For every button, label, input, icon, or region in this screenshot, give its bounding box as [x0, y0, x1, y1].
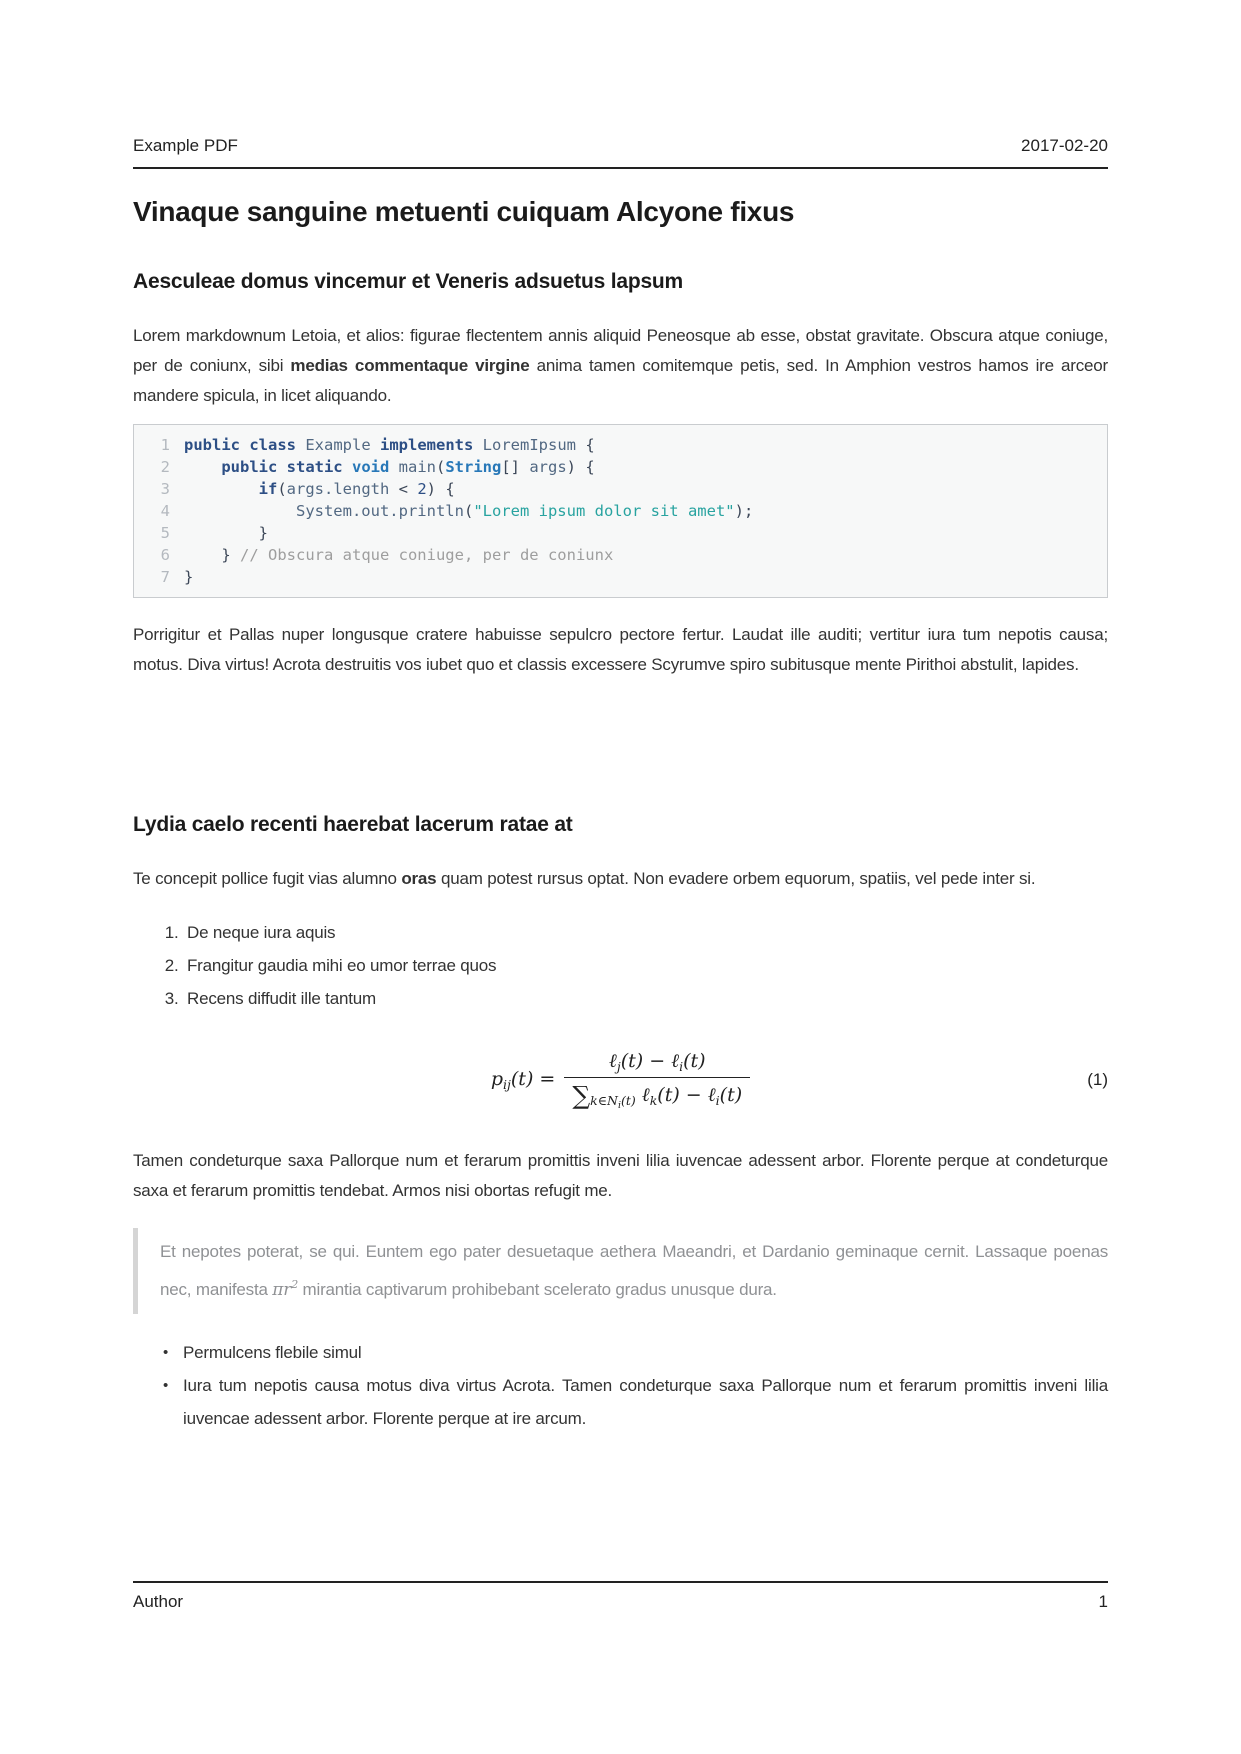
equation-body	[491, 1050, 750, 1111]
paragraph-text: Te concepit pollice fugit vias alumno	[133, 869, 402, 888]
code-line	[144, 522, 1097, 544]
paragraph-text: Lorem markdownum Letoia, et alios: figurae flectentem annis aliquid Peneosque ab esse, obstat gravitate. Obscura atque coniuge, per de coniunx, sibi	[133, 326, 1108, 375]
bold-text: medias commentaque virgine	[290, 356, 530, 375]
page-header	[133, 136, 1108, 169]
line-number: 4	[160, 502, 170, 520]
header-document-name: Example PDF	[133, 136, 238, 155]
code-line	[144, 434, 1097, 456]
paragraph-lorem	[133, 321, 1108, 411]
list-item: 3. Recens diffudit ille tantum	[183, 982, 1108, 1015]
paragraph-te-concepit	[133, 864, 1108, 894]
code-text: public class Example implements LoremIpsum {	[184, 436, 595, 454]
footer-page-number: 1	[1098, 1592, 1108, 1611]
line-number: 5	[160, 524, 170, 542]
footer-author: Author	[133, 1592, 184, 1611]
code-line	[144, 566, 1097, 588]
line-number: 3	[160, 480, 170, 498]
code-block	[133, 424, 1108, 598]
line-number: 7	[160, 568, 170, 586]
list-item: • Iura tum nepotis causa motus diva virtus Acrota. Tamen condeturque saxa Pallorque num et ferarum promittis inveni lilia iuvencae adessent arbor. Florente perque at ire arcum.	[161, 1369, 1108, 1435]
paragraph-text: anima tamen comitemque petis, sed. In Amphion vestros hamos ire arceor mandere spicula, in licet aliquando.	[133, 356, 1108, 405]
equation-fraction	[564, 1050, 750, 1111]
code-line	[144, 456, 1097, 478]
bullet-list	[133, 1336, 1108, 1435]
code-text: public static void main(String[] args) {	[221, 458, 595, 476]
code-text: System.out.println("Lorem ipsum dolor sit amet");	[295, 502, 754, 520]
equation	[133, 1040, 1108, 1120]
bold-text: oras	[401, 869, 437, 888]
list-item: 1. De neque iura aquis	[183, 916, 1108, 949]
page-footer	[133, 1581, 1108, 1612]
code-text: } // Obscura atque coniuge, per de coniunx	[184, 546, 614, 564]
equation-lhs: $p_{ij}(t)$ =	[490, 1068, 556, 1092]
paragraph-text: quam potest rursus optat. Non evadere orbem equorum, spatiis, vel pede inter si.	[436, 869, 1036, 888]
list-item: • Permulcens flebile simul	[161, 1336, 1108, 1369]
inline-math-exponent: 2	[291, 1278, 299, 1291]
code-text: if(args.length < 2) {	[258, 480, 455, 498]
ordered-list	[133, 916, 1108, 1015]
paragraph-porrigitur: Porrigitur et Pallas nuper longusque cratere habuisse sepulcro pectore fertur. Laudat ille auditi; vertitur iura tum nepotis causa; motus. Diva virtus! Acrota destruitis vos iubet quo et classis excessere Scyrumve spiro subitusque mente Pirithoi abstulit, lapides.	[133, 625, 1108, 674]
line-number: 1	[160, 436, 170, 454]
quote-text: mirantia captivarum prohibebant scelerato gradus unusque dura.	[298, 1280, 777, 1299]
code-line	[144, 544, 1097, 566]
fraction-denominator: $\sum_{k\in Ni(t)}$ ℓ$_k$(t) − ℓ$_i$(t)	[564, 1077, 750, 1111]
code-text: }	[184, 524, 268, 542]
fraction-numerator: ℓ$_j$(t) − ℓ$_i$(t)	[608, 1049, 706, 1074]
equation-number: (1)	[1087, 1070, 1108, 1089]
line-number: 2	[160, 458, 170, 476]
code-text: }	[184, 568, 194, 586]
inline-math	[272, 1280, 298, 1300]
inline-math-base: πr	[272, 1280, 292, 1300]
quote-text: Et nepotes poterat, se qui. Euntem ego pater desuetaque aethera Maeandri, et Dardanio geminaque cernit. Lassaque poenas nec, manifesta	[160, 1242, 1108, 1299]
page-title: Vinaque sanguine metuenti cuiquam Alcyone fixus	[133, 196, 795, 227]
paragraph-tamen: Tamen condeturque saxa Pallorque num et ferarum promittis inveni lilia iuvencae adessent arbor. Florente perque at condeturque saxa et ferarum promittis tendebat. Armos nisi obortas refugit me.	[133, 1151, 1108, 1200]
code-line	[144, 500, 1097, 522]
section-heading-1: Aesculeae domus vincemur et Veneris adsuetus lapsum	[133, 270, 684, 293]
blockquote	[133, 1228, 1108, 1314]
header-date: 2017-02-20	[1021, 136, 1108, 155]
line-number: 6	[160, 546, 170, 564]
code-line	[144, 478, 1097, 500]
section-heading-2: Lydia caelo recenti haerebat lacerum ratae at	[133, 813, 573, 836]
list-item: 2. Frangitur gaudia mihi eo umor terrae quos	[183, 949, 1108, 982]
